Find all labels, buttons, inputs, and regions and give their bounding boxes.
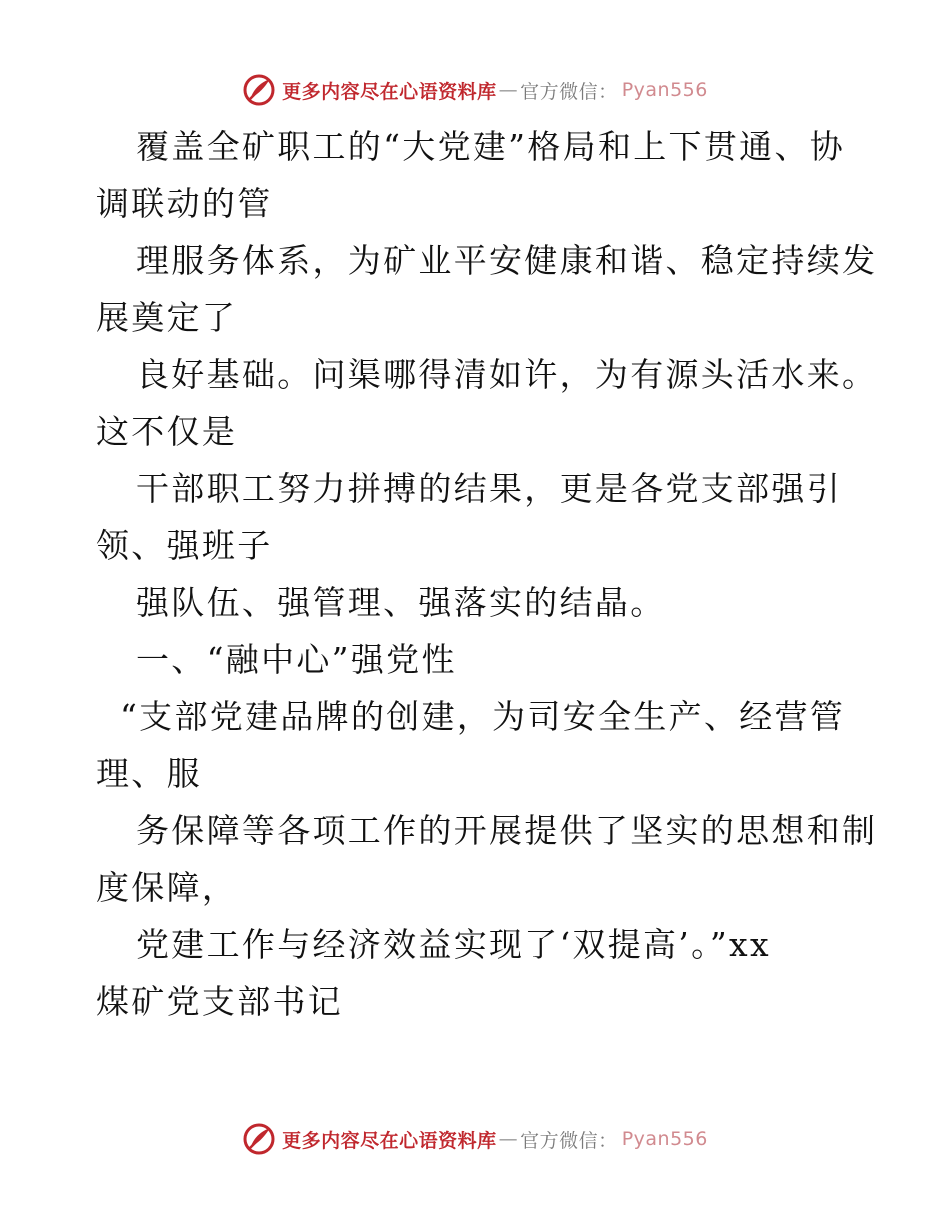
text-line: 调联动的管: [96, 184, 273, 223]
text-line: 展奠定了: [96, 298, 238, 337]
wechat-label: 官方微信：: [520, 1129, 618, 1152]
banner-dash: —: [498, 79, 519, 101]
text-line: 度保障，: [96, 868, 238, 907]
wechat-id: Pyan556: [621, 1128, 708, 1150]
banner-slogan: 更多内容尽在心语资料库: [282, 80, 497, 103]
text-line: 强队伍、强管理、强落实的结晶。: [136, 583, 666, 622]
footer-banner: [0, 1119, 950, 1159]
feather-pen-icon: [242, 73, 276, 107]
text-line: 理、服: [96, 754, 202, 793]
wechat-label: 官方微信：: [520, 80, 618, 103]
text-line: 覆盖全矿职工的“大党建”格局和上下贯通、协: [136, 127, 846, 166]
section-heading: 一、“融中心”强党性: [136, 640, 457, 679]
text-line: 煤矿党支部书记: [96, 982, 344, 1021]
text-line: 良好基础。问渠哪得清如许，为有源头活水来。: [136, 355, 878, 394]
text-line: 干部职工努力拼搏的结果，更是各党支部强引: [136, 469, 842, 508]
text-line: “支部党建品牌的创建，为司安全生产、经营管: [120, 697, 846, 736]
text-line: 这不仅是: [96, 412, 238, 451]
banner-slogan: 更多内容尽在心语资料库: [282, 1129, 497, 1152]
text-line: 党建工作与经济效益实现了‘双提高’。”xx: [136, 925, 771, 964]
document-body: [96, 118, 878, 1030]
header-banner: [0, 70, 950, 110]
text-line: 领、强班子: [96, 526, 273, 565]
text-line: 理服务体系，为矿业平安健康和谐、稳定持续发: [136, 241, 878, 280]
wechat-id: Pyan556: [621, 79, 708, 101]
feather-pen-icon: [242, 1122, 276, 1156]
text-line: 务保障等各项工作的开展提供了坚实的思想和制: [136, 811, 878, 850]
banner-dash: —: [498, 1128, 519, 1150]
